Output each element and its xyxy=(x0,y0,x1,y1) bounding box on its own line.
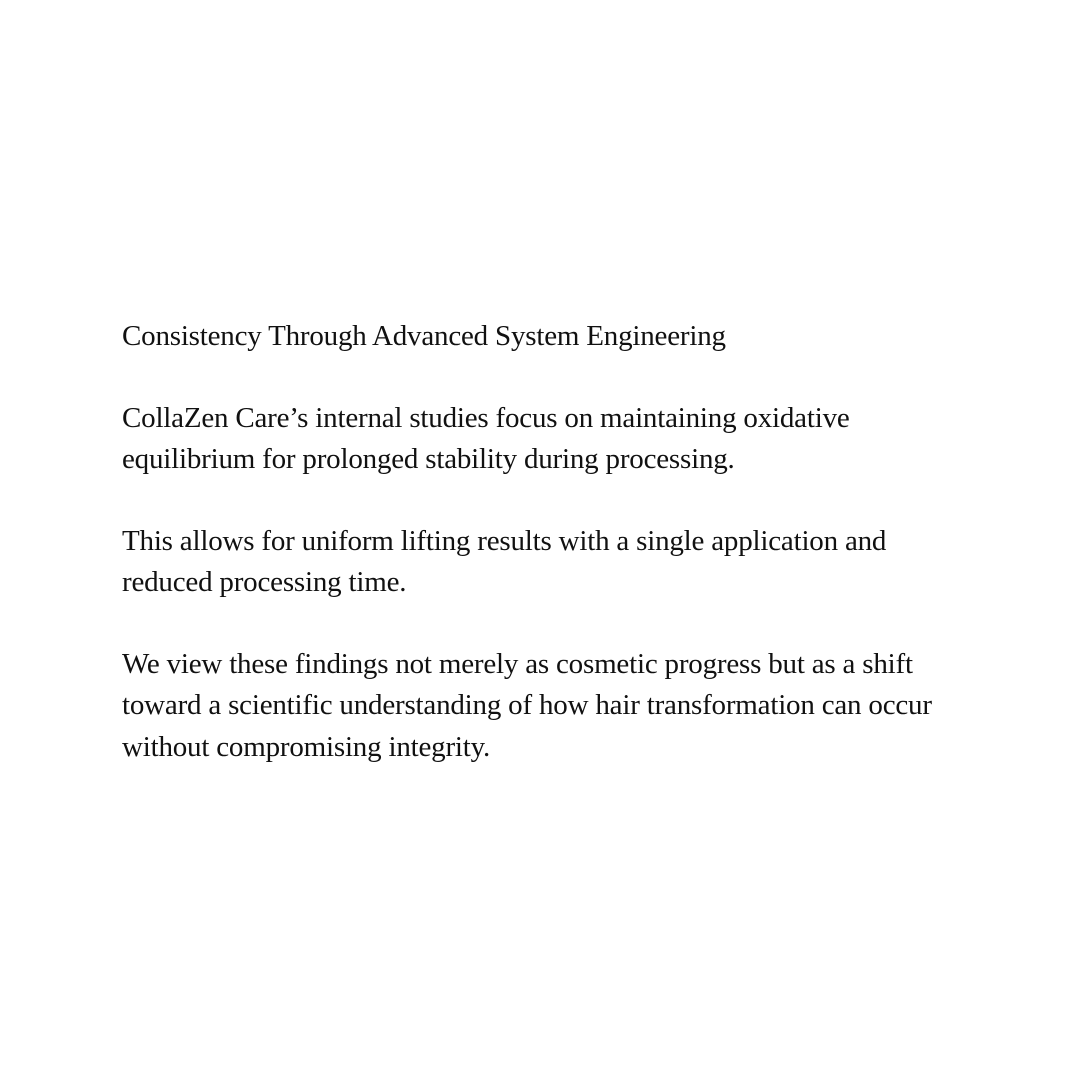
paragraph-studies: CollaZen Care’s internal studies focus on maintaining oxidative equilibrium for prolonged stability during processing. xyxy=(122,401,850,475)
document-body xyxy=(122,316,972,808)
document-heading: Consistency Through Advanced System Engineering xyxy=(122,320,726,352)
paragraph-results: This allows for uniform lifting results with a single application and reduced processing time. xyxy=(122,524,887,598)
paragraph-findings: We view these findings not merely as cosmetic progress but as a shift toward a scientific understanding of how hair transformation can occur without compromising integrity. xyxy=(122,647,932,763)
